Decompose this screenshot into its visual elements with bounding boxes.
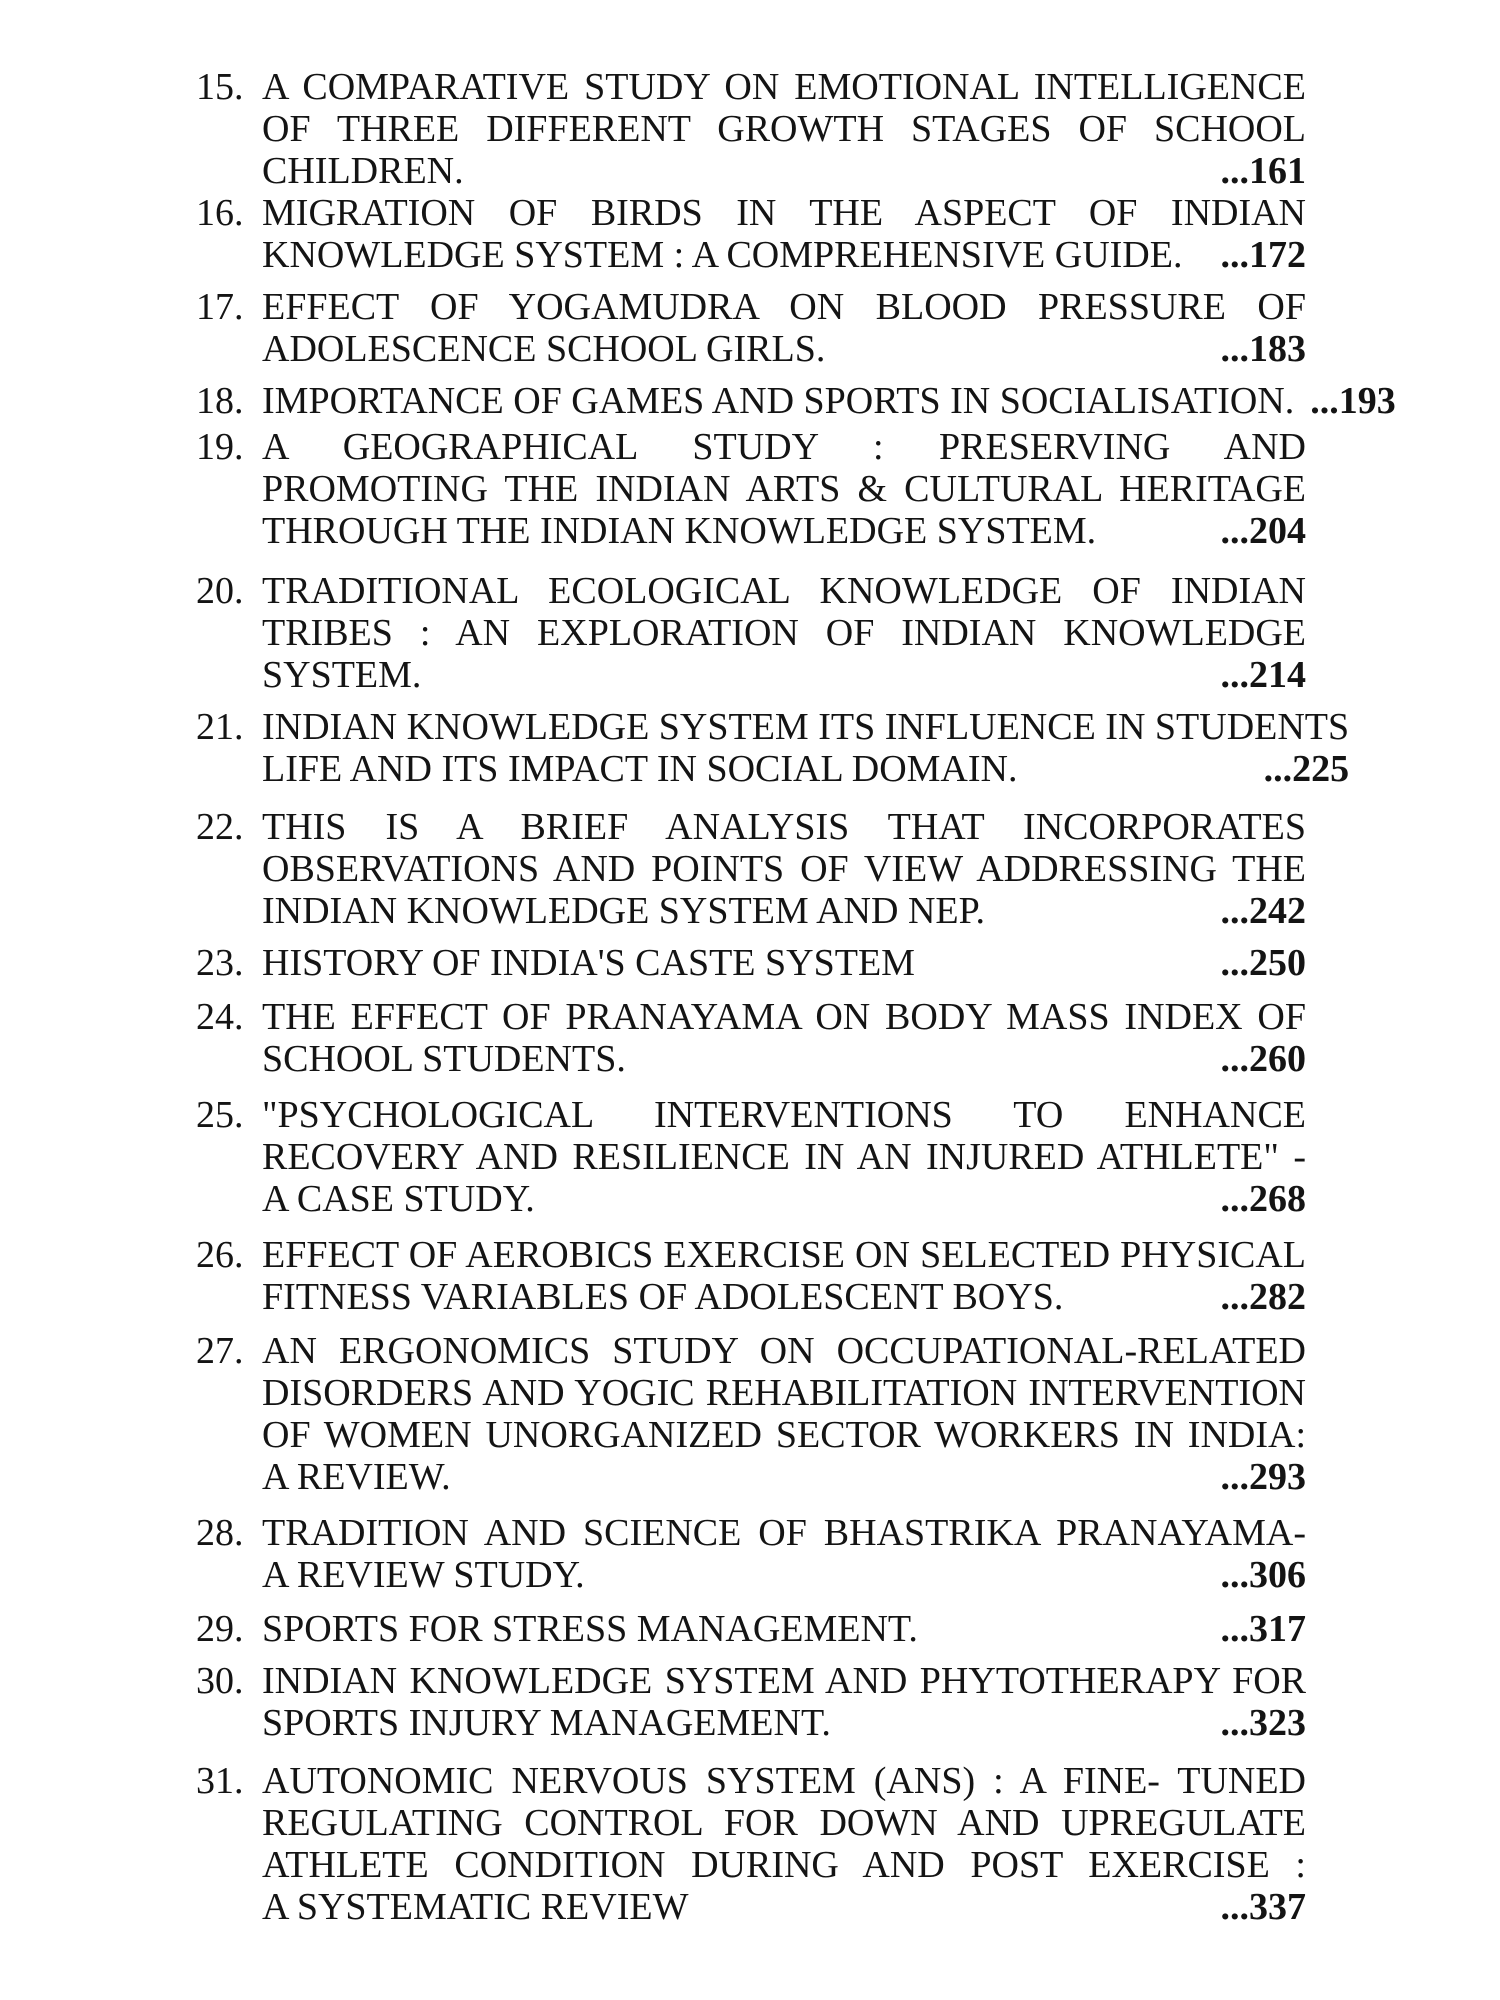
toc-entry-title-line: OF THREE DIFFERENT GROWTH STAGES OF SCHOOL xyxy=(262,108,1306,150)
toc-entry-title-line: THIS IS A BRIEF ANALYSIS THAT INCORPORATES xyxy=(262,806,1306,848)
toc-entry-title-line: AN ERGONOMICS STUDY ON OCCUPATIONAL-RELATED xyxy=(262,1330,1306,1372)
toc-entry-title-text: ADOLESCENCE SCHOOL GIRLS. xyxy=(262,328,826,370)
toc-entry-title-line: ATHLETE CONDITION DURING AND POST EXERCISE : xyxy=(262,1844,1306,1886)
toc-entry xyxy=(196,996,1310,1080)
toc-entry xyxy=(196,380,1396,422)
toc-entry-title-line: AUTONOMIC NERVOUS SYSTEM (ANS) : A FINE- TUNED xyxy=(262,1760,1306,1802)
toc-entry-number: 22. xyxy=(196,806,244,848)
toc-entry-title-line xyxy=(262,1554,1306,1596)
toc-entry-title-line xyxy=(262,380,1396,422)
toc-entry-title-text: SPORTS INJURY MANAGEMENT. xyxy=(262,1702,831,1744)
toc-entry-page-number: ...306 xyxy=(1220,1554,1306,1596)
toc-entry-page-number: ...337 xyxy=(1220,1886,1306,1928)
toc-entry-title-line: INDIAN KNOWLEDGE SYSTEM AND PHYTOTHERAPY FOR xyxy=(262,1660,1306,1702)
toc-entry-title-text: LIFE AND ITS IMPACT IN SOCIAL DOMAIN. xyxy=(262,748,1018,790)
toc-entry-title-line: A GEOGRAPHICAL STUDY : PRESERVING AND xyxy=(262,426,1306,468)
toc-entry-number: 15. xyxy=(196,66,244,108)
toc-entry xyxy=(196,286,1310,370)
toc-entry-title-line: OF WOMEN UNORGANIZED SECTOR WORKERS IN INDIA: xyxy=(262,1414,1306,1456)
toc-entry-title-line: DISORDERS AND YOGIC REHABILITATION INTERVENTION xyxy=(262,1372,1306,1414)
toc-entry-title-line: PROMOTING THE INDIAN ARTS & CULTURAL HERITAGE xyxy=(262,468,1306,510)
toc-entry-title-line: RECOVERY AND RESILIENCE IN AN INJURED ATHLETE" - xyxy=(262,1136,1306,1178)
toc-entry-number: 20. xyxy=(196,570,244,612)
toc-entry-title-text: CHILDREN. xyxy=(262,150,464,192)
toc-entry-page-number: ...172 xyxy=(1220,234,1306,276)
toc-entry xyxy=(196,1094,1310,1220)
toc-entry-page-number: ...268 xyxy=(1220,1178,1306,1220)
toc-entry-title-text: A CASE STUDY. xyxy=(262,1178,535,1220)
toc-entry-title-text: A SYSTEMATIC REVIEW xyxy=(262,1886,689,1928)
toc-entry-title-text: INDIAN KNOWLEDGE SYSTEM AND NEP. xyxy=(262,890,986,932)
toc-entry-title-text: A REVIEW. xyxy=(262,1456,451,1498)
toc-entry-title-line xyxy=(262,1038,1306,1080)
toc-entry xyxy=(196,1760,1310,1928)
toc-entry xyxy=(196,426,1310,552)
toc-entry-title xyxy=(262,1094,1310,1220)
toc-entry-title-line: TRIBES : AN EXPLORATION OF INDIAN KNOWLEDGE xyxy=(262,612,1306,654)
toc-entry-title-line xyxy=(262,748,1349,790)
toc-entry-title-line: REGULATING CONTROL FOR DOWN AND UPREGULATE xyxy=(262,1802,1306,1844)
toc-entry-title-line: INDIAN KNOWLEDGE SYSTEM ITS INFLUENCE IN STUDENTS xyxy=(262,706,1350,748)
toc-entry-title-line xyxy=(262,510,1306,552)
toc-entry-title-line: EFFECT OF YOGAMUDRA ON BLOOD PRESSURE OF xyxy=(262,286,1306,328)
toc-entry xyxy=(196,1660,1310,1744)
toc-entry-title-line xyxy=(262,1456,1306,1498)
toc-entry-title-line xyxy=(262,328,1306,370)
toc-entry-number: 21. xyxy=(196,706,244,748)
toc-entry-title xyxy=(262,1660,1310,1744)
toc-entry-title-line: TRADITION AND SCIENCE OF BHASTRIKA PRANAYAMA- xyxy=(262,1512,1306,1554)
toc-entry-title xyxy=(262,570,1310,696)
toc-entry-title xyxy=(262,380,1400,422)
toc-entry-title xyxy=(262,706,1353,790)
toc-entry-title-line: A COMPARATIVE STUDY ON EMOTIONAL INTELLIGENCE xyxy=(262,66,1306,108)
toc-entry xyxy=(196,706,1350,790)
toc-entry-title-text: SCHOOL STUDENTS. xyxy=(262,1038,626,1080)
toc-entry-title-text: HISTORY OF INDIA'S CASTE SYSTEM xyxy=(262,942,915,984)
toc-entry-number: 30. xyxy=(196,1660,244,1702)
toc-entry-number: 29. xyxy=(196,1608,244,1650)
toc-entry-number: 28. xyxy=(196,1512,244,1554)
toc-entry-title-text: THROUGH THE INDIAN KNOWLEDGE SYSTEM. xyxy=(262,510,1097,552)
toc-entry-title xyxy=(262,426,1310,552)
toc-entry xyxy=(196,942,1310,984)
toc-entry-title xyxy=(262,192,1310,276)
toc-entry-title-line: MIGRATION OF BIRDS IN THE ASPECT OF INDIAN xyxy=(262,192,1306,234)
toc-entry-title-line: OBSERVATIONS AND POINTS OF VIEW ADDRESSING THE xyxy=(262,848,1306,890)
toc-entry xyxy=(196,806,1310,932)
toc-entry-title-line: "PSYCHOLOGICAL INTERVENTIONS TO ENHANCE xyxy=(262,1094,1306,1136)
toc-entry xyxy=(196,570,1310,696)
toc-entry-title-line: TRADITIONAL ECOLOGICAL KNOWLEDGE OF INDIAN xyxy=(262,570,1306,612)
toc-entry-title-line xyxy=(262,1886,1306,1928)
toc-entry xyxy=(196,1512,1310,1596)
toc-entry-page-number: ...183 xyxy=(1220,328,1306,370)
toc-entry-page-number: ...193 xyxy=(1310,380,1396,422)
toc-entry-title xyxy=(262,942,1310,984)
table-of-contents xyxy=(196,66,1396,1928)
toc-entry-number: 18. xyxy=(196,380,244,422)
toc-entry-number: 16. xyxy=(196,192,244,234)
toc-entry-page-number: ...250 xyxy=(1220,942,1306,984)
toc-entry-page-number: ...204 xyxy=(1220,510,1306,552)
toc-entry-title-line: EFFECT OF AEROBICS EXERCISE ON SELECTED PHYSICAL xyxy=(262,1234,1306,1276)
toc-entry-number: 24. xyxy=(196,996,244,1038)
toc-entry-number: 23. xyxy=(196,942,244,984)
toc-entry-title xyxy=(262,66,1310,192)
toc-entry-number: 26. xyxy=(196,1234,244,1276)
toc-entry xyxy=(196,66,1310,192)
toc-entry-number: 31. xyxy=(196,1760,244,1802)
toc-entry-title-line: THE EFFECT OF PRANAYAMA ON BODY MASS INDEX OF xyxy=(262,996,1306,1038)
toc-entry-page-number: ...225 xyxy=(1263,748,1350,790)
toc-entry-title xyxy=(262,806,1310,932)
toc-entry-number: 27. xyxy=(196,1330,244,1372)
toc-entry-title xyxy=(262,1608,1310,1650)
toc-entry-title xyxy=(262,996,1310,1080)
toc-entry-number: 17. xyxy=(196,286,244,328)
toc-entry-title-line xyxy=(262,1608,1306,1650)
toc-entry-title-text: SPORTS FOR STRESS MANAGEMENT. xyxy=(262,1608,918,1650)
toc-entry-title-line xyxy=(262,234,1306,276)
toc-entry-title-line xyxy=(262,890,1306,932)
toc-entry-page-number: ...317 xyxy=(1220,1608,1306,1650)
toc-entry-title-text: IMPORTANCE OF GAMES AND SPORTS IN SOCIALISATION. xyxy=(262,380,1295,422)
toc-entry-number: 25. xyxy=(196,1094,244,1136)
toc-entry-title-text: FITNESS VARIABLES OF ADOLESCENT BOYS. xyxy=(262,1276,1064,1318)
toc-entry-title-text: A REVIEW STUDY. xyxy=(262,1554,585,1596)
toc-entry-title-line xyxy=(262,1702,1306,1744)
toc-entry xyxy=(196,1330,1310,1498)
toc-entry-title-line xyxy=(262,150,1306,192)
toc-entry-title xyxy=(262,1512,1310,1596)
toc-entry-page-number: ...161 xyxy=(1220,150,1306,192)
toc-entry-title-line xyxy=(262,1178,1306,1220)
toc-entry-number: 19. xyxy=(196,426,244,468)
toc-entry-title xyxy=(262,286,1310,370)
toc-entry xyxy=(196,1608,1310,1650)
toc-entry-title-line xyxy=(262,1276,1306,1318)
toc-entry-title xyxy=(262,1330,1310,1498)
toc-entry xyxy=(196,1234,1310,1318)
toc-entry-title-text: KNOWLEDGE SYSTEM : A COMPREHENSIVE GUIDE. xyxy=(262,234,1183,276)
toc-entry-title xyxy=(262,1234,1310,1318)
toc-entry xyxy=(196,192,1310,276)
toc-entry-page-number: ...323 xyxy=(1220,1702,1306,1744)
toc-entry-page-number: ...214 xyxy=(1220,654,1306,696)
toc-entry-title-line xyxy=(262,942,1306,984)
toc-entry-page-number: ...293 xyxy=(1220,1456,1306,1498)
toc-entry-page-number: ...282 xyxy=(1220,1276,1306,1318)
toc-entry-page-number: ...260 xyxy=(1220,1038,1306,1080)
toc-entry-title xyxy=(262,1760,1310,1928)
toc-entry-page-number: ...242 xyxy=(1220,890,1306,932)
toc-entry-title-line xyxy=(262,654,1306,696)
toc-entry-title-text: SYSTEM. xyxy=(262,654,422,696)
